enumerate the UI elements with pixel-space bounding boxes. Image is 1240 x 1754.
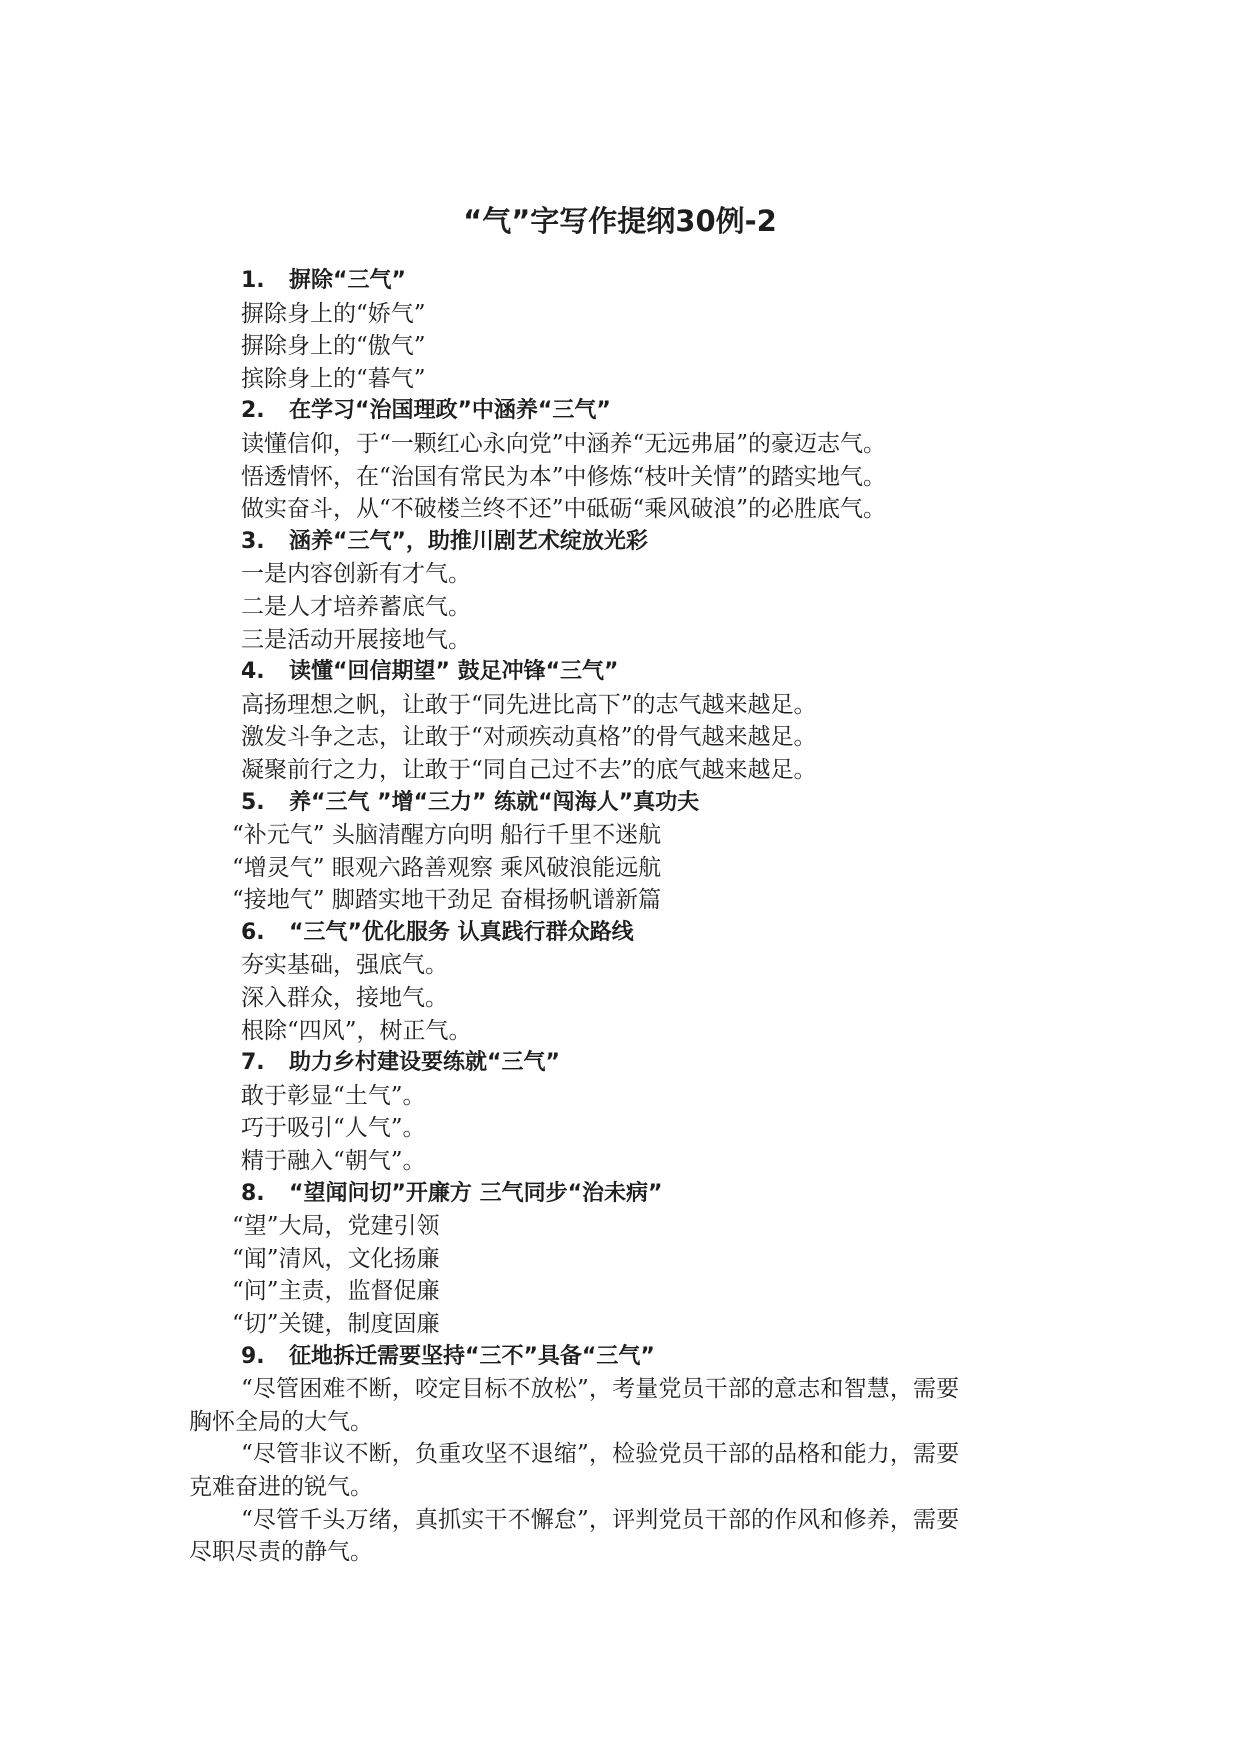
page-title: “气”字写作提纲30例-2: [463, 204, 777, 238]
paragraph-line: “尽管非议不断，负重攻坚不退缩”，检验党员干部的品格和能力，需要: [241, 1441, 960, 1468]
list-item: 二是人才培养蓄底气。: [241, 593, 471, 620]
section-title: 读懂“回信期望” 鼓足冲锋“三气”: [289, 659, 619, 685]
list-item: “闻”清风，文化扬廉: [232, 1245, 440, 1272]
section-heading: [0, 526, 1240, 559]
list-item: 高扬理想之帆，让敢于“同先进比高下”的志气越来越足。: [241, 691, 817, 718]
paragraph-line: “尽管困难不断，咬定目标不放松”，考量党员干部的意志和智慧，需要: [241, 1376, 960, 1403]
section-title: 养“三气 ”增“三力” 练就“闯海人”真功夫: [289, 789, 700, 815]
list-item: “望”大局，党建引领: [232, 1213, 440, 1240]
list-item: 摒除身上的“傲气”: [241, 333, 426, 360]
paragraph-line: 胸怀全局的大气。: [189, 1408, 373, 1435]
list-item: 敢于彰显“土气”。: [241, 1082, 426, 1109]
paragraph-line: 尽职尽责的静气。: [189, 1539, 373, 1566]
list-item: 摒除身上的“娇气”: [241, 300, 426, 327]
section-number: 2.: [241, 398, 265, 424]
section-number: 4.: [241, 659, 265, 685]
list-item: 悟透情怀，在“治国有常民为本”中修炼“枝叶关情”的踏实地气。: [241, 463, 887, 490]
section-heading: [0, 656, 1240, 689]
section-title: 涵养“三气”，助推川剧艺术绽放光彩: [289, 528, 648, 554]
section-number: 1.: [241, 268, 265, 293]
paragraph-line: “尽管千头万绪，真抓实干不懈怠”，评判党员干部的作风和修养，需要: [241, 1506, 960, 1533]
section-title: “三气”优化服务 认真践行群众路线: [289, 919, 634, 945]
list-item: “切”关键，制度固廉: [232, 1311, 440, 1337]
list-item: 三是活动开展接地气。: [241, 626, 471, 653]
section-title: 摒除“三气”: [289, 268, 406, 293]
section-title: “望闻问切”开廉方 三气同步“治未病”: [289, 1180, 663, 1206]
paragraph-line: 克难奋进的锐气。: [189, 1473, 373, 1500]
section-title: 征地拆迁需要坚持“三不”具备“三气”: [289, 1343, 655, 1369]
list-item: 根除“四风”，树正气。: [241, 1017, 472, 1044]
section-number: 3.: [241, 528, 265, 554]
list-item: 激发斗争之志，让敢于“对顽疾动真格”的骨气越来越足。: [241, 724, 817, 751]
section-heading: [0, 787, 1240, 820]
section-number: 7.: [241, 1050, 265, 1076]
section-heading: [0, 1047, 1240, 1080]
section-heading: [0, 265, 1240, 298]
list-item: 读懂信仰，于“一颗红心永向党”中涵养“无远弗届”的豪迈志气。: [241, 430, 887, 457]
section-heading: [0, 395, 1240, 428]
section-number: 8.: [241, 1180, 265, 1206]
list-item: 摈除身上的“暮气”: [241, 365, 426, 392]
list-item: 凝聚前行之力，让敢于“同自己过不去”的底气越来越足。: [241, 756, 817, 783]
section-heading: [0, 917, 1240, 950]
list-item: 巧于吸引“人气”。: [241, 1115, 426, 1142]
list-item: 精于融入“朝气”。: [241, 1148, 426, 1175]
list-item: “补元气” 头脑清醒方向明 船行千里不迷航: [232, 822, 662, 849]
list-item: “问”主责，监督促廉: [232, 1278, 440, 1305]
list-item: 夯实基础，强底气。: [241, 952, 448, 979]
section-number: 5.: [241, 789, 265, 815]
list-item: 深入群众，接地气。: [241, 985, 448, 1012]
list-item: 一是内容创新有才气。: [241, 561, 471, 588]
list-item: 做实奋斗，从“不破楼兰终不还”中砥砺“乘风破浪”的必胜底气。: [241, 496, 887, 523]
section-heading: [0, 1178, 1240, 1211]
list-item: “增灵气” 眼观六路善观察 乘风破浪能远航: [232, 854, 662, 881]
outline-body: [0, 265, 1240, 1569]
section-title: 在学习“治国理政”中涵养“三气”: [289, 398, 611, 424]
section-number: 9.: [241, 1343, 265, 1369]
section-title: 助力乡村建设要练就“三气”: [289, 1050, 560, 1076]
section-heading: [0, 1341, 1240, 1374]
list-item: “接地气” 脚踏实地干劲足 奋楫扬帆谱新篇: [232, 887, 662, 914]
section-number: 6.: [241, 919, 265, 945]
